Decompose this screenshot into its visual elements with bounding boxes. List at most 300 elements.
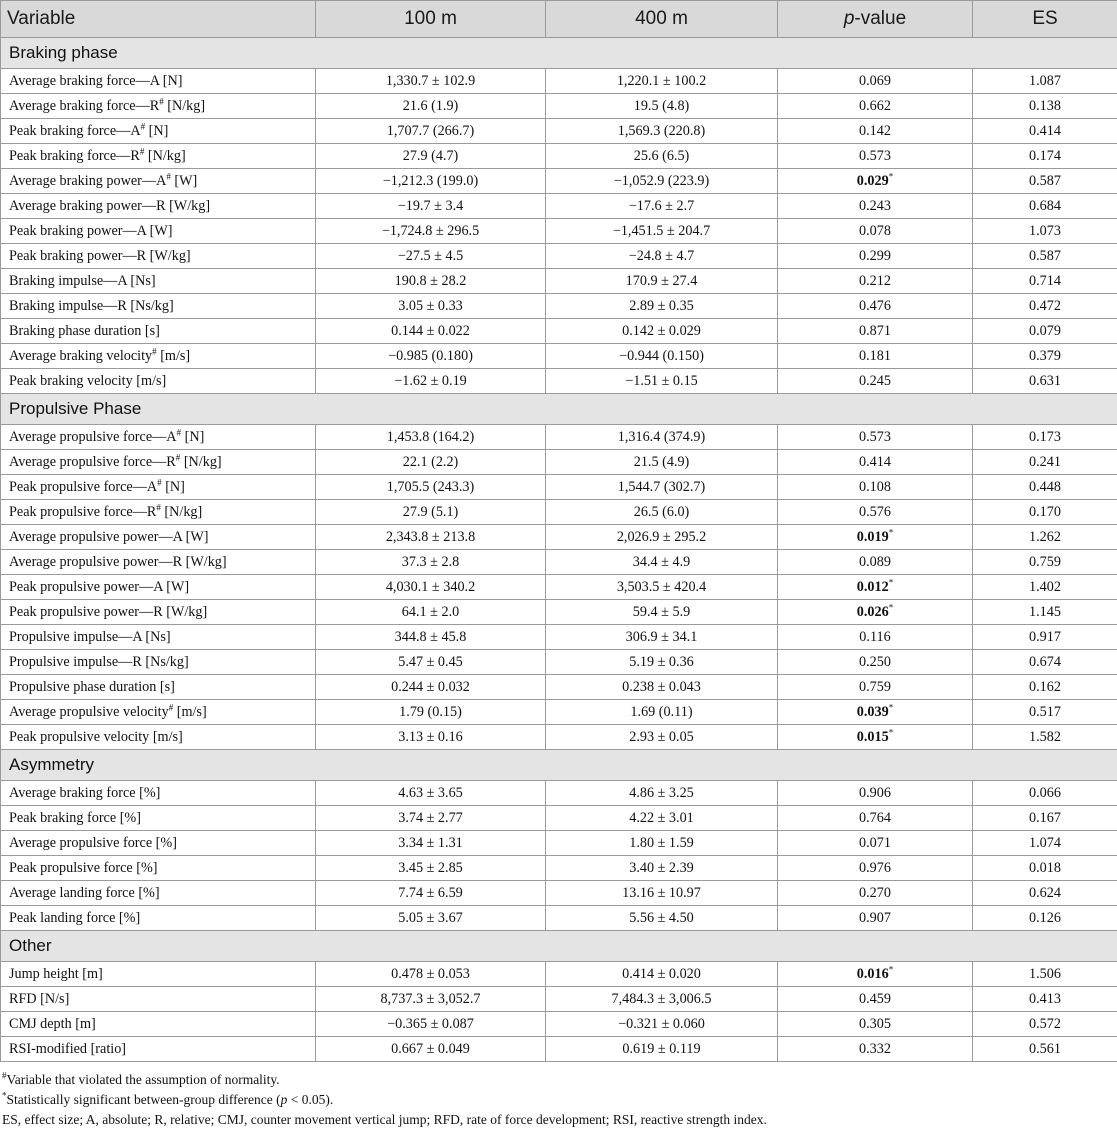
- variable-cell: [1, 962, 316, 987]
- variable-unit: [N]: [181, 428, 205, 445]
- p-value: 0.764: [859, 809, 891, 826]
- variable-name: Average braking power—R [W/kg]: [9, 197, 211, 214]
- p-value-cell: [778, 831, 973, 856]
- variable-name: Average propulsive force [%]: [9, 834, 177, 851]
- value-100m: 3.05 ± 0.33: [316, 294, 546, 319]
- value-100m: 3.34 ± 1.31: [316, 831, 546, 856]
- p-value: 0.250: [859, 653, 891, 670]
- variable-cell: [1, 450, 316, 475]
- value-400m: −24.8 ± 4.7: [546, 244, 778, 269]
- effect-size: 0.167: [973, 806, 1117, 831]
- section-title: Braking phase: [1, 38, 1117, 69]
- p-value: 0.142: [859, 122, 891, 139]
- table-row: [1, 650, 1117, 675]
- variable-cell: [1, 675, 316, 700]
- value-400m: 2,026.9 ± 295.2: [546, 525, 778, 550]
- table-row: [1, 987, 1117, 1012]
- header-row: [1, 1, 1117, 38]
- effect-size: 0.674: [973, 650, 1117, 675]
- value-400m: −1,451.5 ± 204.7: [546, 219, 778, 244]
- section-title: Propulsive Phase: [1, 394, 1117, 425]
- table-row: [1, 962, 1117, 987]
- value-100m: 190.8 ± 28.2: [316, 269, 546, 294]
- section-row: [1, 38, 1117, 69]
- p-value-cell: [778, 69, 973, 94]
- variable-cell: [1, 1037, 316, 1062]
- p-value: 0.906: [859, 784, 891, 801]
- table-row: [1, 119, 1117, 144]
- value-400m: −1.51 ± 0.15: [546, 369, 778, 394]
- normality-marker: #: [139, 145, 145, 156]
- table-row: [1, 600, 1117, 625]
- value-100m: −19.7 ± 3.4: [316, 194, 546, 219]
- footnote-normality-text: Variable that violated the assumption of normality.: [6, 1072, 280, 1087]
- table-row: [1, 269, 1117, 294]
- variable-cell: [1, 625, 316, 650]
- table-row: [1, 169, 1117, 194]
- effect-size: 0.079: [973, 319, 1117, 344]
- variable-cell: [1, 475, 316, 500]
- variable-cell: [1, 244, 316, 269]
- variable-cell: [1, 319, 316, 344]
- value-100m: 0.478 ± 0.053: [316, 962, 546, 987]
- value-400m: 1,569.3 (220.8): [546, 119, 778, 144]
- p-value-cell: [778, 244, 973, 269]
- variable-cell: [1, 600, 316, 625]
- p-value-cell: [778, 144, 973, 169]
- header-variable: Variable: [1, 1, 316, 38]
- variable-name: Propulsive impulse—R [Ns/kg]: [9, 653, 189, 670]
- significance-marker: *: [888, 726, 894, 737]
- p-value: 0.576: [859, 503, 891, 520]
- significance-marker: *: [888, 576, 894, 587]
- p-value: 0.243: [859, 197, 891, 214]
- variable-cell: [1, 269, 316, 294]
- value-400m: 5.56 ± 4.50: [546, 906, 778, 931]
- p-value: 0.662: [859, 97, 891, 114]
- p-value-cell: [778, 987, 973, 1012]
- footnote-sig-text-b: < 0.05).: [287, 1092, 334, 1107]
- p-value: 0.026: [856, 603, 889, 620]
- table-row: [1, 194, 1117, 219]
- value-100m: 7.74 ± 6.59: [316, 881, 546, 906]
- p-value: 0.016: [856, 965, 889, 982]
- value-100m: 5.05 ± 3.67: [316, 906, 546, 931]
- value-100m: 1,707.7 (266.7): [316, 119, 546, 144]
- variable-name: RFD [N/s]: [9, 990, 70, 1007]
- p-value-cell: [778, 344, 973, 369]
- value-100m: −0.365 ± 0.087: [316, 1012, 546, 1037]
- effect-size: 0.066: [973, 781, 1117, 806]
- variable-unit: [N]: [161, 478, 185, 495]
- p-value: 0.305: [859, 1015, 891, 1032]
- value-400m: 0.619 ± 0.119: [546, 1037, 778, 1062]
- effect-size: 0.631: [973, 369, 1117, 394]
- table-row: [1, 294, 1117, 319]
- p-value-cell: [778, 725, 973, 750]
- p-value: 0.976: [859, 859, 891, 876]
- variable-name: Average braking force [%]: [9, 784, 161, 801]
- variable-cell: [1, 725, 316, 750]
- variable-name: Average propulsive power—A [W]: [9, 528, 209, 545]
- variable-cell: [1, 1012, 316, 1037]
- variable-name: Braking phase duration [s]: [9, 322, 160, 339]
- footnote-sig-text-a: Statistically significant between-group difference (: [6, 1092, 281, 1107]
- section-title: Asymmetry: [1, 750, 1117, 781]
- value-100m: −1,724.8 ± 296.5: [316, 219, 546, 244]
- table-row: [1, 369, 1117, 394]
- significance-marker: *: [888, 963, 894, 974]
- header-p-suffix: -value: [854, 8, 907, 29]
- p-value-cell: [778, 550, 973, 575]
- value-100m: 3.45 ± 2.85: [316, 856, 546, 881]
- effect-size: 0.018: [973, 856, 1117, 881]
- p-value-cell: [778, 700, 973, 725]
- value-400m: −0.321 ± 0.060: [546, 1012, 778, 1037]
- effect-size: 0.414: [973, 119, 1117, 144]
- variable-name: Propulsive phase duration [s]: [9, 678, 175, 695]
- table-row: [1, 344, 1117, 369]
- value-100m: 8,737.3 ± 3,052.7: [316, 987, 546, 1012]
- variable-name: Average propulsive force—R: [9, 453, 176, 470]
- value-100m: 3.13 ± 0.16: [316, 725, 546, 750]
- p-value: 0.019: [856, 528, 889, 545]
- table-row: [1, 144, 1117, 169]
- p-value: 0.270: [859, 884, 891, 901]
- significance-marker: *: [888, 601, 894, 612]
- table-row: [1, 319, 1117, 344]
- effect-size: 0.173: [973, 425, 1117, 450]
- p-value: 0.573: [859, 147, 891, 164]
- value-100m: 4.63 ± 3.65: [316, 781, 546, 806]
- variable-name: Peak propulsive power—R [W/kg]: [9, 603, 208, 620]
- table-row: [1, 700, 1117, 725]
- effect-size: 0.517: [973, 700, 1117, 725]
- footnote-significance: [2, 1090, 1117, 1110]
- p-value: 0.108: [859, 478, 891, 495]
- p-value: 0.332: [859, 1040, 891, 1057]
- footnote-sig-p: p: [280, 1092, 288, 1107]
- p-value: 0.476: [859, 297, 891, 314]
- header-es: ES: [973, 1, 1117, 38]
- p-value-cell: [778, 369, 973, 394]
- variable-name: Peak braking power—A [W]: [9, 222, 173, 239]
- p-value: 0.039: [856, 703, 889, 720]
- p-value-cell: [778, 650, 973, 675]
- variable-unit: [W]: [170, 172, 198, 189]
- effect-size: 0.561: [973, 1037, 1117, 1062]
- effect-size: 0.174: [973, 144, 1117, 169]
- variable-name: Peak braking force—A: [9, 122, 141, 139]
- p-value: 0.759: [859, 678, 891, 695]
- effect-size: 0.170: [973, 500, 1117, 525]
- variable-unit: [N/kg]: [144, 147, 186, 164]
- value-400m: 306.9 ± 34.1: [546, 625, 778, 650]
- p-value: 0.299: [859, 247, 891, 264]
- p-value: 0.245: [859, 372, 891, 389]
- effect-size: 0.241: [973, 450, 1117, 475]
- p-value-cell: [778, 1012, 973, 1037]
- p-value-cell: [778, 962, 973, 987]
- p-value-cell: [778, 881, 973, 906]
- significance-marker: *: [888, 701, 894, 712]
- value-100m: 2,343.8 ± 213.8: [316, 525, 546, 550]
- variable-cell: [1, 881, 316, 906]
- variable-name: Average propulsive power—R [W/kg]: [9, 553, 227, 570]
- value-400m: 4.86 ± 3.25: [546, 781, 778, 806]
- variable-unit: [N]: [145, 122, 169, 139]
- p-value-cell: [778, 500, 973, 525]
- significance-marker: *: [888, 170, 894, 181]
- p-value: 0.029: [856, 172, 889, 189]
- variable-cell: [1, 94, 316, 119]
- header-p-value: [778, 1, 973, 38]
- p-value-cell: [778, 675, 973, 700]
- value-400m: 0.414 ± 0.020: [546, 962, 778, 987]
- variable-cell: [1, 550, 316, 575]
- effect-size: 0.138: [973, 94, 1117, 119]
- value-400m: 2.93 ± 0.05: [546, 725, 778, 750]
- value-400m: −1,052.9 (223.9): [546, 169, 778, 194]
- p-value: 0.069: [859, 72, 891, 89]
- effect-size: 1.506: [973, 962, 1117, 987]
- effect-size: 0.684: [973, 194, 1117, 219]
- table-row: [1, 1037, 1117, 1062]
- variable-cell: [1, 700, 316, 725]
- value-400m: 25.6 (6.5): [546, 144, 778, 169]
- value-400m: −0.944 (0.150): [546, 344, 778, 369]
- table-row: [1, 475, 1117, 500]
- value-400m: 59.4 ± 5.9: [546, 600, 778, 625]
- variable-name: Average propulsive velocity: [9, 703, 169, 720]
- normality-marker: #: [168, 701, 174, 712]
- effect-size: 1.262: [973, 525, 1117, 550]
- table-row: [1, 625, 1117, 650]
- variable-name: Peak landing force [%]: [9, 909, 141, 926]
- value-100m: 0.244 ± 0.032: [316, 675, 546, 700]
- footnote-abbreviations: ES, effect size; A, absolute; R, relative; CMJ, counter movement vertical jump; RFD, rate of force development; RSI, reactive strength index.: [2, 1112, 767, 1127]
- variable-name: Average landing force [%]: [9, 884, 160, 901]
- normality-marker: #: [166, 170, 171, 181]
- table-row: [1, 1012, 1117, 1037]
- variable-cell: [1, 119, 316, 144]
- effect-size: 0.714: [973, 269, 1117, 294]
- value-400m: 26.5 (6.0): [546, 500, 778, 525]
- value-400m: 5.19 ± 0.36: [546, 650, 778, 675]
- effect-size: 0.759: [973, 550, 1117, 575]
- variable-cell: [1, 69, 316, 94]
- p-value-cell: [778, 475, 973, 500]
- p-value-cell: [778, 906, 973, 931]
- value-100m: −1.62 ± 0.19: [316, 369, 546, 394]
- effect-size: 0.413: [973, 987, 1117, 1012]
- variable-cell: [1, 831, 316, 856]
- value-100m: 1,705.5 (243.3): [316, 475, 546, 500]
- p-value-cell: [778, 450, 973, 475]
- p-value: 0.015: [856, 728, 889, 745]
- value-400m: 2.89 ± 0.35: [546, 294, 778, 319]
- variable-cell: [1, 144, 316, 169]
- variable-cell: [1, 219, 316, 244]
- variable-name: Peak braking power—R [W/kg]: [9, 247, 191, 264]
- p-value-cell: [778, 294, 973, 319]
- header-p-italic: p: [843, 8, 855, 29]
- value-100m: 1,330.7 ± 102.9: [316, 69, 546, 94]
- p-value: 0.078: [859, 222, 891, 239]
- variable-unit: [m/s]: [173, 703, 207, 720]
- value-400m: 13.16 ± 10.97: [546, 881, 778, 906]
- normality-marker: #: [156, 501, 161, 512]
- table-row: [1, 69, 1117, 94]
- value-400m: 21.5 (4.9): [546, 450, 778, 475]
- variable-cell: [1, 650, 316, 675]
- variable-name: Average braking force—R: [9, 97, 160, 114]
- value-100m: 0.667 ± 0.049: [316, 1037, 546, 1062]
- variable-name: Peak propulsive force [%]: [9, 859, 158, 876]
- variable-cell: [1, 987, 316, 1012]
- variable-name: Peak braking force—R: [9, 147, 140, 164]
- table-body: [1, 38, 1117, 1062]
- p-value-cell: [778, 425, 973, 450]
- value-400m: 170.9 ± 27.4: [546, 269, 778, 294]
- effect-size: 0.448: [973, 475, 1117, 500]
- variable-cell: [1, 344, 316, 369]
- table-row: [1, 500, 1117, 525]
- variable-name: Average propulsive force—A: [9, 428, 177, 445]
- p-value: 0.907: [859, 909, 891, 926]
- value-100m: 27.9 (4.7): [316, 144, 546, 169]
- significance-marker: *: [888, 526, 894, 537]
- variable-cell: [1, 806, 316, 831]
- value-100m: 1,453.8 (164.2): [316, 425, 546, 450]
- effect-size: 0.587: [973, 169, 1117, 194]
- value-100m: 344.8 ± 45.8: [316, 625, 546, 650]
- section-row: [1, 931, 1117, 962]
- variable-cell: [1, 194, 316, 219]
- variable-cell: [1, 575, 316, 600]
- variable-cell: [1, 856, 316, 881]
- value-100m: −1,212.3 (199.0): [316, 169, 546, 194]
- value-400m: 34.4 ± 4.9: [546, 550, 778, 575]
- variable-name: Propulsive impulse—A [Ns]: [9, 628, 171, 645]
- value-100m: 0.144 ± 0.022: [316, 319, 546, 344]
- value-100m: −0.985 (0.180): [316, 344, 546, 369]
- effect-size: 0.126: [973, 906, 1117, 931]
- header-400m: 400 m: [546, 1, 778, 38]
- value-400m: 0.142 ± 0.029: [546, 319, 778, 344]
- value-400m: 0.238 ± 0.043: [546, 675, 778, 700]
- variable-name: Peak braking force [%]: [9, 809, 141, 826]
- variable-name: Average braking force—A [N]: [9, 72, 183, 89]
- table-row: [1, 450, 1117, 475]
- value-400m: 1,220.1 ± 100.2: [546, 69, 778, 94]
- p-value: 0.871: [859, 322, 891, 339]
- p-value: 0.459: [859, 990, 891, 1007]
- variable-unit: [N/kg]: [163, 97, 206, 114]
- table-row: [1, 906, 1117, 931]
- value-100m: 22.1 (2.2): [316, 450, 546, 475]
- normality-marker: #: [159, 95, 164, 106]
- table-row: [1, 219, 1117, 244]
- value-100m: 4,030.1 ± 340.2: [316, 575, 546, 600]
- footnote-star-mark: *: [2, 1090, 7, 1101]
- variable-unit: [m/s]: [156, 347, 191, 364]
- variable-name: Braking impulse—A [Ns]: [9, 272, 156, 289]
- normality-marker: #: [152, 345, 157, 356]
- p-value-cell: [778, 119, 973, 144]
- p-value-cell: [778, 781, 973, 806]
- p-value: 0.212: [859, 272, 891, 289]
- value-400m: 1,316.4 (374.9): [546, 425, 778, 450]
- effect-size: 1.582: [973, 725, 1117, 750]
- effect-size: 1.087: [973, 69, 1117, 94]
- table-row: [1, 575, 1117, 600]
- variable-name: Peak propulsive power—A [W]: [9, 578, 190, 595]
- effect-size: 1.402: [973, 575, 1117, 600]
- variable-name: CMJ depth [m]: [9, 1015, 96, 1032]
- variable-unit: [N/kg]: [160, 503, 203, 520]
- variable-name: Peak braking velocity [m/s]: [9, 372, 167, 389]
- value-100m: 37.3 ± 2.8: [316, 550, 546, 575]
- p-value-cell: [778, 219, 973, 244]
- value-400m: 3.40 ± 2.39: [546, 856, 778, 881]
- value-400m: 1.69 (0.11): [546, 700, 778, 725]
- variable-name: Peak propulsive force—A: [9, 478, 158, 495]
- section-row: [1, 750, 1117, 781]
- value-100m: 27.9 (5.1): [316, 500, 546, 525]
- normality-marker: #: [140, 120, 146, 131]
- table-row: [1, 525, 1117, 550]
- table-row: [1, 831, 1117, 856]
- variable-cell: [1, 294, 316, 319]
- p-value: 0.116: [859, 628, 891, 645]
- table-row: [1, 725, 1117, 750]
- p-value: 0.181: [859, 347, 891, 364]
- p-value-cell: [778, 575, 973, 600]
- table-row: [1, 806, 1117, 831]
- table-row: [1, 675, 1117, 700]
- variable-cell: [1, 525, 316, 550]
- table-row: [1, 856, 1117, 881]
- normality-marker: #: [175, 451, 181, 462]
- footnote-normality: [2, 1070, 1117, 1090]
- p-value: 0.414: [859, 453, 891, 470]
- value-400m: −17.6 ± 2.7: [546, 194, 778, 219]
- p-value-cell: [778, 600, 973, 625]
- p-value-cell: [778, 1037, 973, 1062]
- table-row: [1, 781, 1117, 806]
- footnote-hash-mark: #: [2, 1070, 7, 1081]
- value-100m: 21.6 (1.9): [316, 94, 546, 119]
- variable-cell: [1, 425, 316, 450]
- variable-name: Peak propulsive force—R: [9, 503, 157, 520]
- p-value: 0.012: [856, 578, 889, 595]
- effect-size: 0.624: [973, 881, 1117, 906]
- variable-cell: [1, 169, 316, 194]
- p-value-cell: [778, 856, 973, 881]
- variable-name: Average braking velocity: [9, 347, 153, 364]
- variable-unit: [N/kg]: [180, 453, 222, 470]
- value-100m: −27.5 ± 4.5: [316, 244, 546, 269]
- section-row: [1, 394, 1117, 425]
- p-value: 0.573: [859, 428, 891, 445]
- variable-name: Jump height [m]: [9, 965, 103, 982]
- p-value-cell: [778, 625, 973, 650]
- value-100m: 1.79 (0.15): [316, 700, 546, 725]
- value-100m: 64.1 ± 2.0: [316, 600, 546, 625]
- normality-marker: #: [157, 476, 162, 487]
- section-title: Other: [1, 931, 1117, 962]
